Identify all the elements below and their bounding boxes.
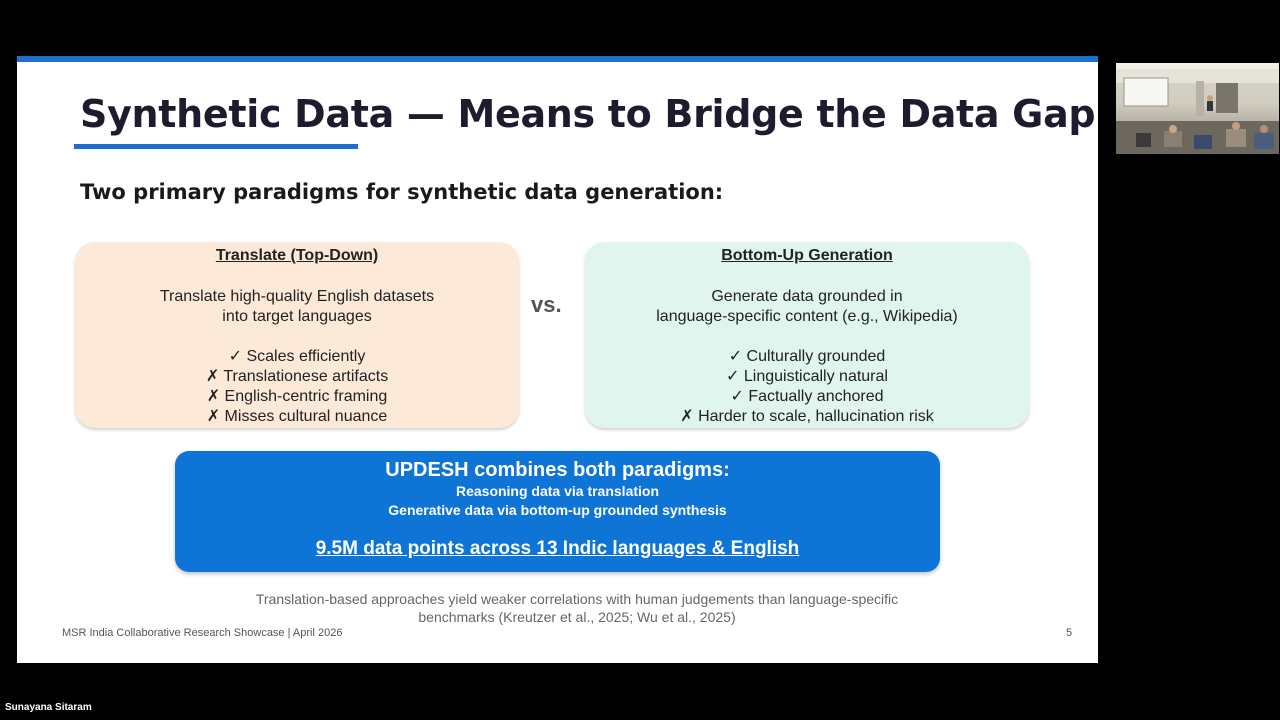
- vs-label: vs.: [531, 292, 562, 317]
- translate-card-description: [75, 287, 519, 327]
- updesh-summary-box: [175, 451, 940, 572]
- bottom-up-desc-line: language-specific content (e.g., Wikipedia): [656, 308, 958, 325]
- audience-room-image: [1116, 63, 1279, 154]
- footnote-line: benchmarks (Kreutzer et al., 2025; Wu et al., 2025): [418, 609, 736, 625]
- bottom-up-point: ✓ Factually anchored: [730, 388, 884, 405]
- translate-card: [75, 242, 519, 428]
- updesh-line: Generative data via bottom-up grounded synthesis: [388, 502, 727, 518]
- slide-subtitle: Two primary paradigms for synthetic data generation:: [80, 180, 724, 204]
- translate-point: ✓ Scales efficiently: [228, 348, 366, 365]
- bottom-up-card-description: [585, 287, 1029, 327]
- bottom-up-point: ✗ Harder to scale, hallucination risk: [680, 408, 934, 425]
- presentation-slide: [17, 56, 1098, 663]
- translate-point: ✗ Translationese artifacts: [205, 368, 389, 385]
- translate-card-points: [75, 347, 519, 427]
- bottom-up-card-points: [585, 347, 1029, 427]
- slide-title: Synthetic Data — Means to Bridge the Data Gap: [80, 92, 1096, 136]
- updesh-stat: 9.5M data points across 13 Indic languages & English: [315, 538, 800, 559]
- bottom-up-card: [585, 242, 1029, 428]
- translate-desc-line: Translate high-quality English datasets: [159, 288, 435, 305]
- speaker-name-label: Sunayana Sitaram: [5, 702, 92, 713]
- updesh-heading: UPDESH combines both paradigms:: [385, 459, 730, 481]
- translate-point: ✗ English-centric framing: [206, 388, 388, 405]
- updesh-line: Reasoning data via translation: [455, 483, 660, 499]
- slide-top-bar: [17, 56, 1098, 62]
- speaker-video-thumbnail[interactable]: [1116, 63, 1279, 154]
- translate-card-heading: Translate (Top-Down): [215, 247, 379, 264]
- bottom-up-desc-line: Generate data grounded in: [711, 288, 903, 305]
- footnote-line: Translation-based approaches yield weaker correlations with human judgements than language-specific: [255, 591, 899, 607]
- slide-footer: MSR India Collaborative Research Showcase | April 2026: [62, 627, 343, 639]
- slide-page-number: 5: [1066, 627, 1073, 639]
- translate-point: ✗ Misses cultural nuance: [206, 408, 388, 425]
- title-underline: [74, 144, 358, 149]
- bottom-up-point: ✓ Linguistically natural: [726, 368, 888, 385]
- slide-footnote: [167, 590, 987, 626]
- translate-desc-line: into target languages: [222, 308, 372, 325]
- bottom-up-point: ✓ Culturally grounded: [728, 348, 886, 365]
- bottom-up-card-heading: Bottom-Up Generation: [721, 247, 893, 264]
